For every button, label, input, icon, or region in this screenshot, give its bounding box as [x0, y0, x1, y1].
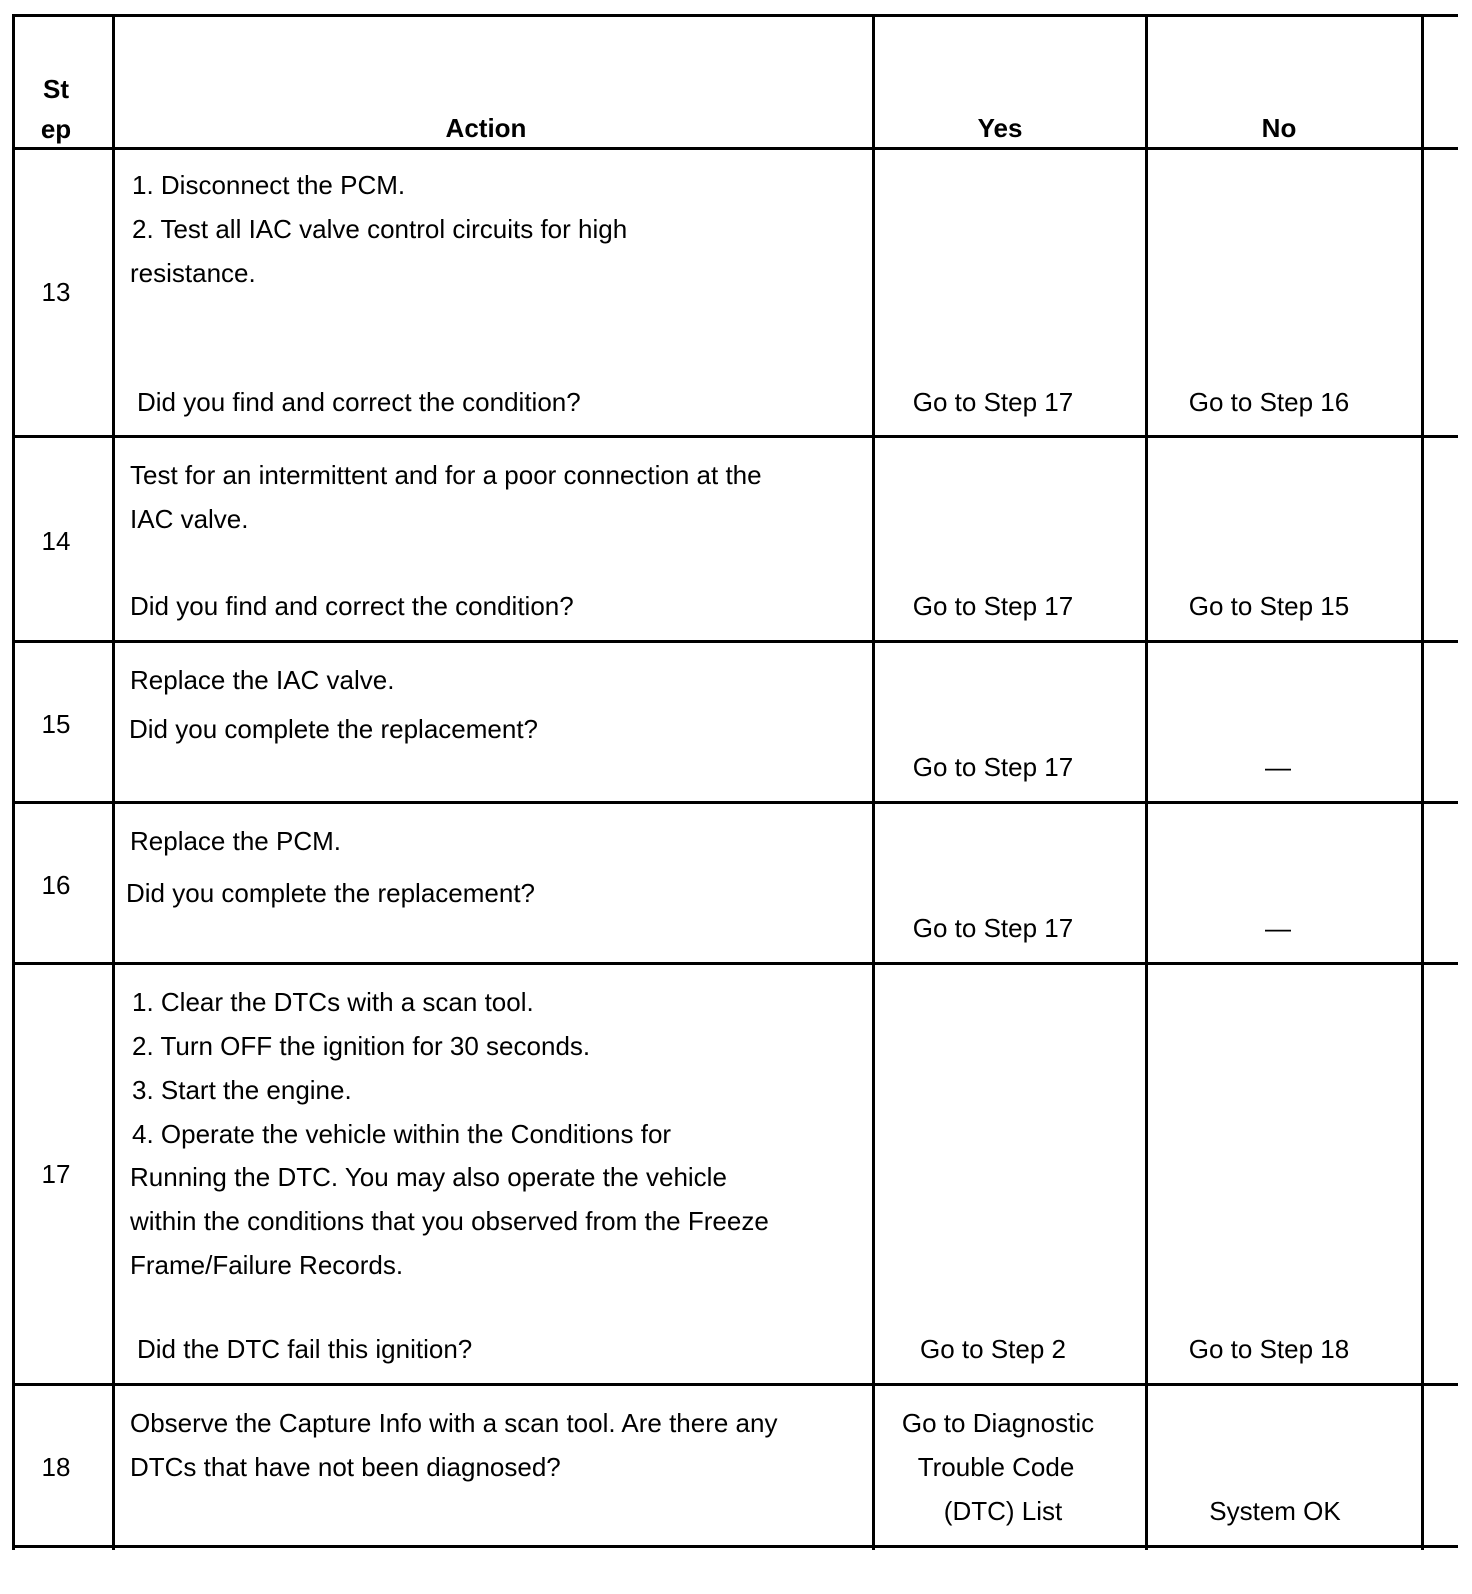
row-divider: [12, 1383, 1458, 1386]
action-line: Replace the PCM.: [130, 826, 341, 856]
action-line: Replace the IAC valve.: [130, 665, 395, 695]
no-result: Go to Step 15: [1188, 591, 1350, 621]
action-line: 1. Clear the DTCs with a scan tool.: [132, 987, 534, 1017]
column-divider: [112, 14, 115, 1550]
yes-result: Go to Step 17: [912, 752, 1074, 782]
action-line: within the conditions that you observed from the Freeze: [130, 1206, 769, 1236]
action-line: Observe the Capture Info with a scan tool. Are there any: [130, 1408, 778, 1438]
no-result: Go to Step 16: [1188, 387, 1350, 417]
step-number: 14: [41, 526, 71, 556]
action-line: IAC valve.: [130, 504, 249, 534]
column-divider: [1145, 14, 1148, 1550]
yes-result-line: Go to Diagnostic: [901, 1408, 1095, 1438]
no-result: —: [1265, 913, 1291, 943]
action-question: Did you complete the replacement?: [126, 878, 536, 908]
row-divider: [12, 640, 1458, 643]
yes-result-line: Trouble Code: [917, 1452, 1075, 1482]
step-number: 18: [41, 1452, 71, 1482]
action-line: 2. Turn OFF the ignition for 30 seconds.: [132, 1031, 591, 1061]
action-question: Did you complete the replacement?: [129, 714, 539, 744]
yes-result: Go to Step 17: [912, 387, 1074, 417]
action-question: Did the DTC fail this ignition?: [137, 1334, 473, 1364]
step-number: 16: [41, 870, 71, 900]
no-result: —: [1265, 752, 1291, 782]
row-divider: [12, 435, 1458, 438]
header-step-line1: St: [43, 74, 69, 104]
step-number: 13: [41, 277, 71, 307]
step-number: 15: [41, 709, 71, 739]
action-line: 1. Disconnect the PCM.: [132, 170, 406, 200]
action-line: resistance.: [130, 258, 256, 288]
row-divider: [12, 962, 1458, 965]
table-border-bottom: [12, 1545, 1458, 1548]
yes-result: Go to Step 2: [920, 1334, 1066, 1364]
row-divider: [12, 801, 1458, 804]
table-border-left: [12, 14, 15, 1550]
header-divider: [12, 147, 1458, 150]
action-line: Test for an intermittent and for a poor connection at the: [130, 460, 762, 490]
action-question: Did you find and correct the condition?: [130, 591, 574, 621]
action-line: Running the DTC. You may also operate the vehicle: [130, 1162, 727, 1192]
no-result: Go to Step 18: [1188, 1334, 1350, 1364]
header-action: Action: [445, 113, 527, 143]
header-no: No: [1261, 113, 1297, 143]
action-line: 4. Operate the vehicle within the Conditions for: [132, 1119, 672, 1149]
table-border-right: [1421, 14, 1424, 1550]
action-line: 2. Test all IAC valve control circuits for high: [132, 214, 628, 244]
header-step-line2: ep: [40, 114, 72, 144]
yes-result: Go to Step 17: [912, 591, 1074, 621]
action-line: Frame/Failure Records.: [130, 1250, 404, 1280]
no-result: System OK: [1209, 1496, 1341, 1526]
column-divider: [872, 14, 875, 1550]
yes-result-line: (DTC) List: [943, 1496, 1063, 1526]
table-border-top: [12, 14, 1458, 17]
action-line: DTCs that have not been diagnosed?: [130, 1452, 561, 1482]
yes-result: Go to Step 17: [912, 913, 1074, 943]
action-question: Did you find and correct the condition?: [137, 387, 581, 417]
header-yes: Yes: [977, 113, 1023, 143]
action-line: 3. Start the engine.: [132, 1075, 352, 1105]
step-number: 17: [41, 1159, 71, 1189]
